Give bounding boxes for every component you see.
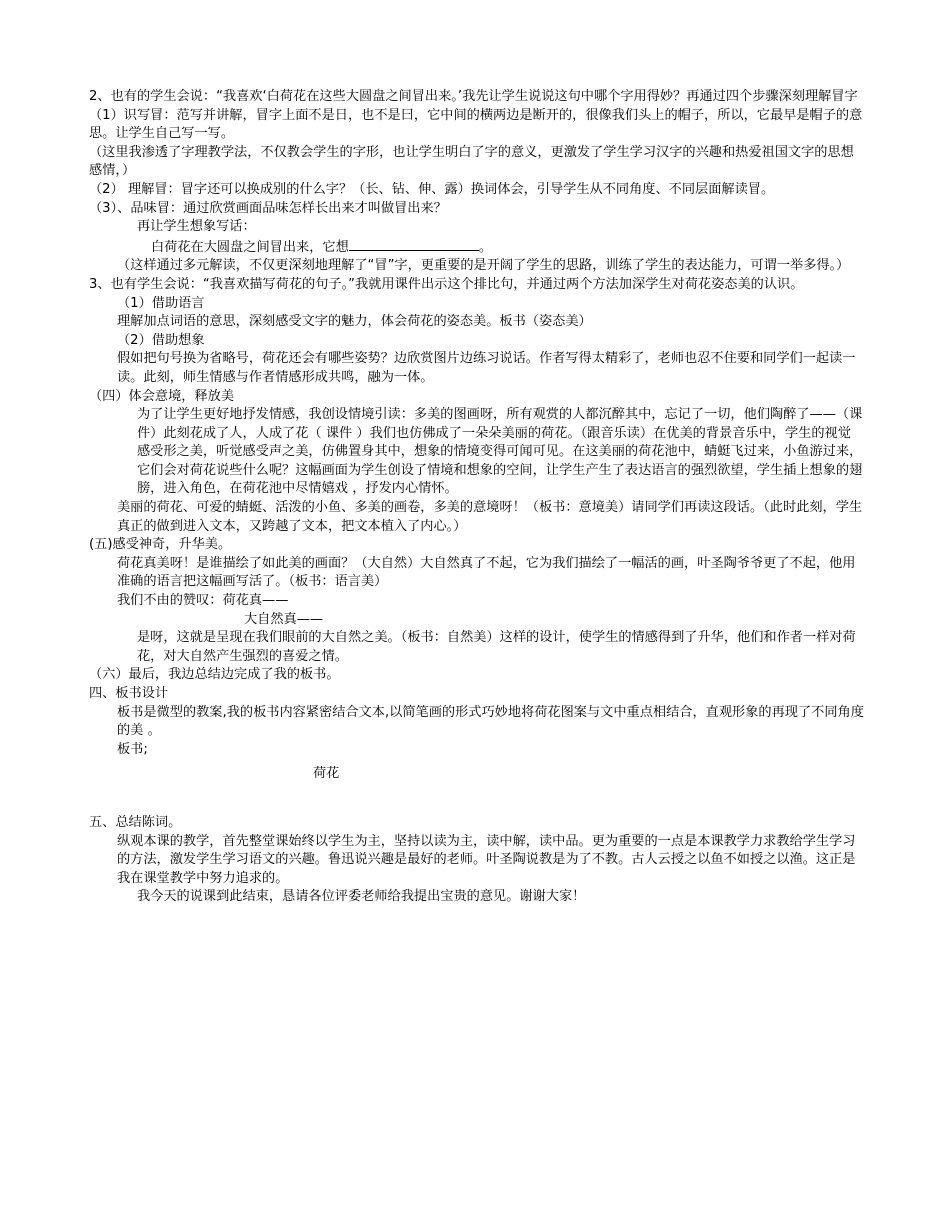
fill-blank-line [349, 237, 479, 251]
document-page [89, 88, 864, 907]
paragraph-closing-thanks: 我今天的说课到此结束，恳请各位评委老师给我提出宝贵的意见。谢谢大家！ [137, 889, 586, 905]
paragraph-method2-title: （2）借助想象 [117, 332, 205, 348]
paragraph-conclusion-body: 纵观本课的教学，首先整堂课始终以学生为主，坚持以读为主，读中解，读中品。更为重要的一点是本课教学力求教给学生学习的方法，激发学生学习语文的兴趣。鲁迅说兴趣是最好的老师。叶圣陶说教是为了不教。古人云授之以鱼不如授之以渔。这正是我在课堂教学中努力追求的。 [117, 833, 856, 886]
section-five-heading: (五)感受神奇，升华美。 [89, 537, 232, 553]
paragraph-imagine-write: 再让学生想象写话： [137, 219, 256, 235]
fill-blank-prefix: 白荷花在大圆盘之间冒出来，它想 [151, 239, 349, 255]
paragraph-step2-understand: （2） 理解冒：冒字还可以换成别的什么字？（长、钻、伸、露）换词体会，引导学生从不同角度、不同层面解读冒。 [89, 181, 775, 197]
paragraph-student-quote-mao: 2、也有的学生会说：“我喜欢‘白荷花在这些大圆盘之间冒出来。’我先让学生说说这句中哪个字用得妙？再通过四个步骤深刻理解冒字 [89, 89, 858, 104]
paragraph-board-design-body: 板书是微型的教案,我的板书内容紧密结合文本,以简笔画的形式巧妙地将荷花图案与文中重点相结合，直观形象的再现了不同角度的美 。 [117, 704, 864, 739]
board-lotus-title: 荷花 [313, 766, 340, 782]
section-four-heading: （四）体会意境，释放美 [89, 388, 235, 404]
paragraph-guided-reading: 为了让学生更好地抒发情感，我创设情境引读：多美的图画呀，所有观赏的人都沉醉其中，忘记了一切，他们陶醉了——（课件）此刻花成了人，人成了花（ 课件 ）我们也仿佛成了一朵朵美丽的荷花。（跟音乐读）在优美的背景音乐中，学生的视觉感受形之美，听觉感受声之美，仿佛置身其中，想象的情境变得可闻可见。在这美丽的荷花池中，蜻蜓飞过来，小鱼游过来，它们会对荷花说些什么呢？这幅画面为学生创设了情境和想象的空间，让学生产生了表达语言的强烈欲望，学生插上想象的翅膀，进入角色，在荷花池中尽情嬉戏 ，抒发内心情怀。 [137, 407, 863, 497]
paragraph-multi-reading-note: （这样通过多元解读，不仅更深刻地理解了“冒”字，更重要的是开阔了学生的思路，训练了学生的表达能力，可谓一举多得。） [117, 258, 850, 274]
paragraph-fill-blank [89, 237, 864, 258]
spacer [89, 784, 864, 814]
paragraph-nature-beauty: 是呀，这就是呈现在我们眼前的大自然之美。（板书：自然美）这样的设计，使学生的情感得到了升华，他们和作者一样对荷花，对大自然产生强烈的喜爱之情。 [137, 630, 856, 664]
section-board-design-heading: 四、板书设计 [89, 686, 169, 701]
paragraph-student-quote-lotus: 3、也有学生会说：“我喜欢描写荷花的句子。”我就用课件出示这个排比句，并通过两个方法加深学生对荷花姿态美的认识。 [89, 276, 804, 292]
paragraph-language-beauty: 荷花真美呀！是谁描绘了如此美的画面？（大自然）大自然真了不起，它为我们描绘了一幅活的画，叶圣陶爷爷更了不起，他用准确的语言把这幅画写活了。（板书：语言美） [117, 555, 856, 590]
fill-blank-suffix: 。 [478, 239, 492, 255]
paragraph-final-summary: （六）最后，我边总结边完成了我的板书。 [89, 667, 340, 683]
paragraph-step1-write: （1）识写冒：范写并讲解，冒字上面不是日，也不是曰，它中间的横两边是断开的，很像我们头上的帽子，所以，它最早是帽子的意思。让学生自己写一写。 [89, 107, 863, 142]
paragraph-method2-body: 假如把句号换为省略号，荷花还会有哪些姿势？边欣赏图片边练习说话。作者写得太精彩了，老师也忍不住要和同学们一起读一读。此刻，师生情感与作者情感形成共鸣，融为一体。 [117, 351, 856, 385]
paragraph-board-label: 板书; [117, 741, 148, 757]
section-conclusion-heading: 五、总结陈词。 [89, 814, 182, 830]
paragraph-step3-savor: （3）、品味冒：通过欣赏画面品味怎样长出来才叫做冒出来？ [89, 200, 447, 216]
paragraph-method1-title: （1）借助语言 [117, 295, 205, 311]
paragraph-praise-nature: 大自然真—— [244, 611, 324, 627]
paragraph-step1-note: （这里我渗透了字理教学法，不仅教会学生的字形，也让学生明白了字的意义，更激发了学生学习汉字的兴趣和热爱祖国文字的思想感情，） [89, 144, 854, 179]
paragraph-mood-beauty: 美丽的荷花、可爱的蜻蜓、活泼的小鱼、多美的画卷，多美的意境呀！（板书：意境美）请同学们再读这段话。（此时此刻，学生真正的做到进入文本，又跨越了文本，把文本植入了内心。） [117, 500, 863, 534]
paragraph-praise-lotus: 我们不由的赞叹：荷花真—— [117, 593, 289, 609]
paragraph-method1-body: 理解加点词语的意思，深刻感受文字的魅力，体会荷花的姿态美。板书（姿态美） [117, 314, 592, 330]
